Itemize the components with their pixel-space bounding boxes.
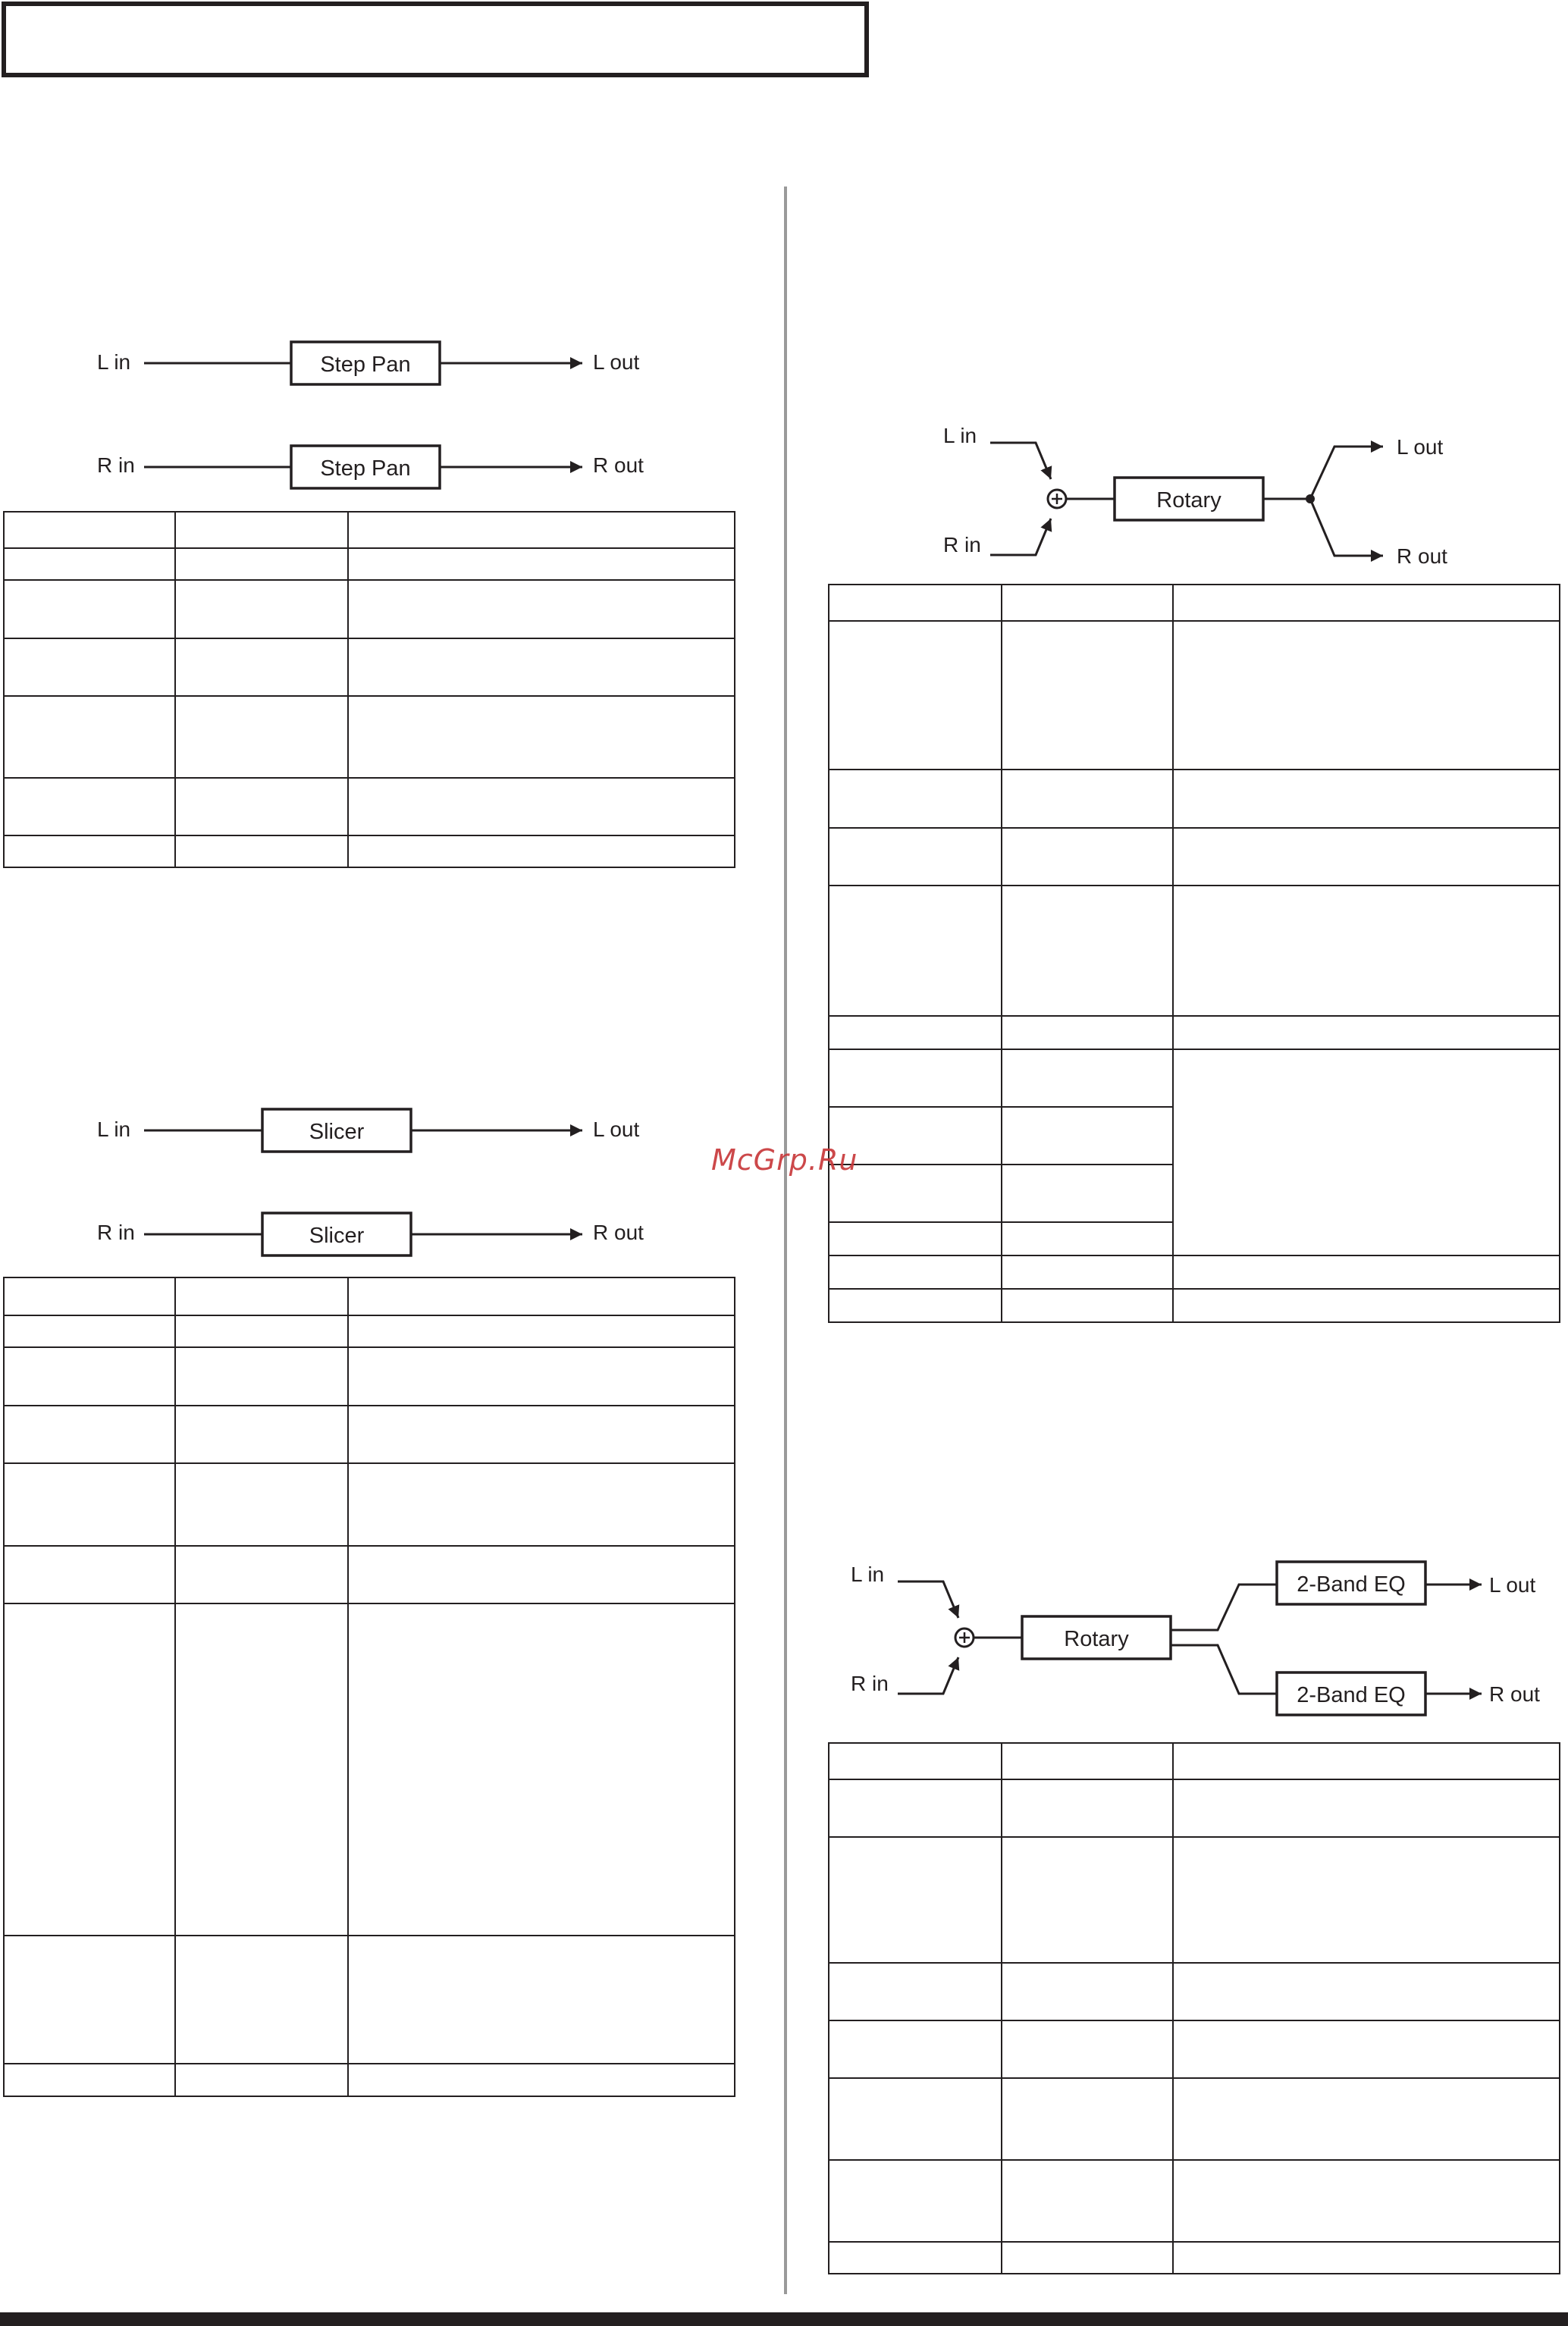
watermark-text: McGrp.Ru (711, 1143, 858, 1177)
table-row (4, 638, 735, 696)
step-pan-r-in-label: R in (97, 453, 135, 477)
table-row (4, 778, 735, 835)
step-pan-l-out-label: L out (593, 350, 640, 374)
rotary-eq-eq-block-bottom: 2-Band EQ (1297, 1683, 1406, 1707)
table-row (4, 1315, 735, 1347)
table-row (4, 512, 735, 548)
table-row (4, 1603, 735, 1936)
table-row (4, 1546, 735, 1603)
step-pan-block-bottom: Step Pan (320, 456, 411, 481)
table-row (829, 2242, 1560, 2274)
step-pan-diagram (0, 318, 758, 500)
table-row (4, 1463, 735, 1546)
table-row (4, 835, 735, 867)
table-row (4, 1936, 735, 2064)
rotary-parameter-table (828, 584, 1560, 1323)
slicer-r-out-label: R out (593, 1221, 644, 1244)
section-header-box (2, 2, 869, 77)
rotary-eq-r-out-label: R out (1489, 1682, 1540, 1706)
table-row (829, 1016, 1560, 1049)
table-row (829, 1963, 1560, 2020)
table-row (829, 585, 1560, 621)
slicer-diagram (0, 1086, 758, 1268)
table-row (4, 548, 735, 580)
table-row (829, 1837, 1560, 1963)
column-divider (784, 187, 787, 2294)
table-row (829, 1255, 1560, 1289)
step-pan-l-in-label: L in (97, 350, 131, 374)
table-row (4, 1347, 735, 1406)
table-row (4, 580, 735, 638)
table-row (829, 621, 1560, 770)
rotary-diagram (880, 412, 1486, 579)
rotary-eq-rotary-block: Rotary (1064, 1627, 1129, 1651)
table-row (829, 886, 1560, 1016)
rotary-eq-r-in-label: R in (851, 1672, 889, 1695)
table-row (829, 1743, 1560, 1779)
slicer-block-top: Slicer (309, 1120, 365, 1144)
slicer-block-bottom: Slicer (309, 1224, 365, 1248)
table-row (4, 2064, 735, 2096)
rotary-l-out-label: L out (1397, 435, 1444, 459)
rotary-eq-eq-block-top: 2-Band EQ (1297, 1572, 1406, 1597)
rotary-eq-l-in-label: L in (851, 1563, 885, 1586)
step-pan-parameter-table (3, 511, 735, 868)
table-row (829, 828, 1560, 886)
table-row (4, 1277, 735, 1315)
table-row (829, 1289, 1560, 1322)
step-pan-r-out-label: R out (593, 453, 644, 477)
rotary-r-in-label: R in (943, 533, 981, 556)
slicer-r-in-label: R in (97, 1221, 135, 1244)
rotary-eq-diagram (826, 1547, 1562, 1729)
slicer-l-in-label: L in (97, 1118, 131, 1141)
step-pan-block-top: Step Pan (320, 353, 411, 377)
table-row (829, 1049, 1560, 1107)
rotary-block: Rotary (1156, 488, 1221, 513)
table-row (829, 2160, 1560, 2242)
rotary-eq-l-out-label: L out (1489, 1573, 1536, 1597)
footer-bar (0, 2312, 1568, 2326)
slicer-parameter-table (3, 1277, 735, 2097)
rotary-l-in-label: L in (943, 424, 977, 447)
slicer-l-out-label: L out (593, 1118, 640, 1141)
table-row (4, 1406, 735, 1463)
table-row (829, 2078, 1560, 2160)
table-row (829, 770, 1560, 828)
table-row (829, 1779, 1560, 1837)
rotary-eq-parameter-table (828, 1742, 1560, 2274)
rotary-r-out-label: R out (1397, 544, 1447, 568)
table-row (4, 696, 735, 778)
table-row (829, 2020, 1560, 2078)
